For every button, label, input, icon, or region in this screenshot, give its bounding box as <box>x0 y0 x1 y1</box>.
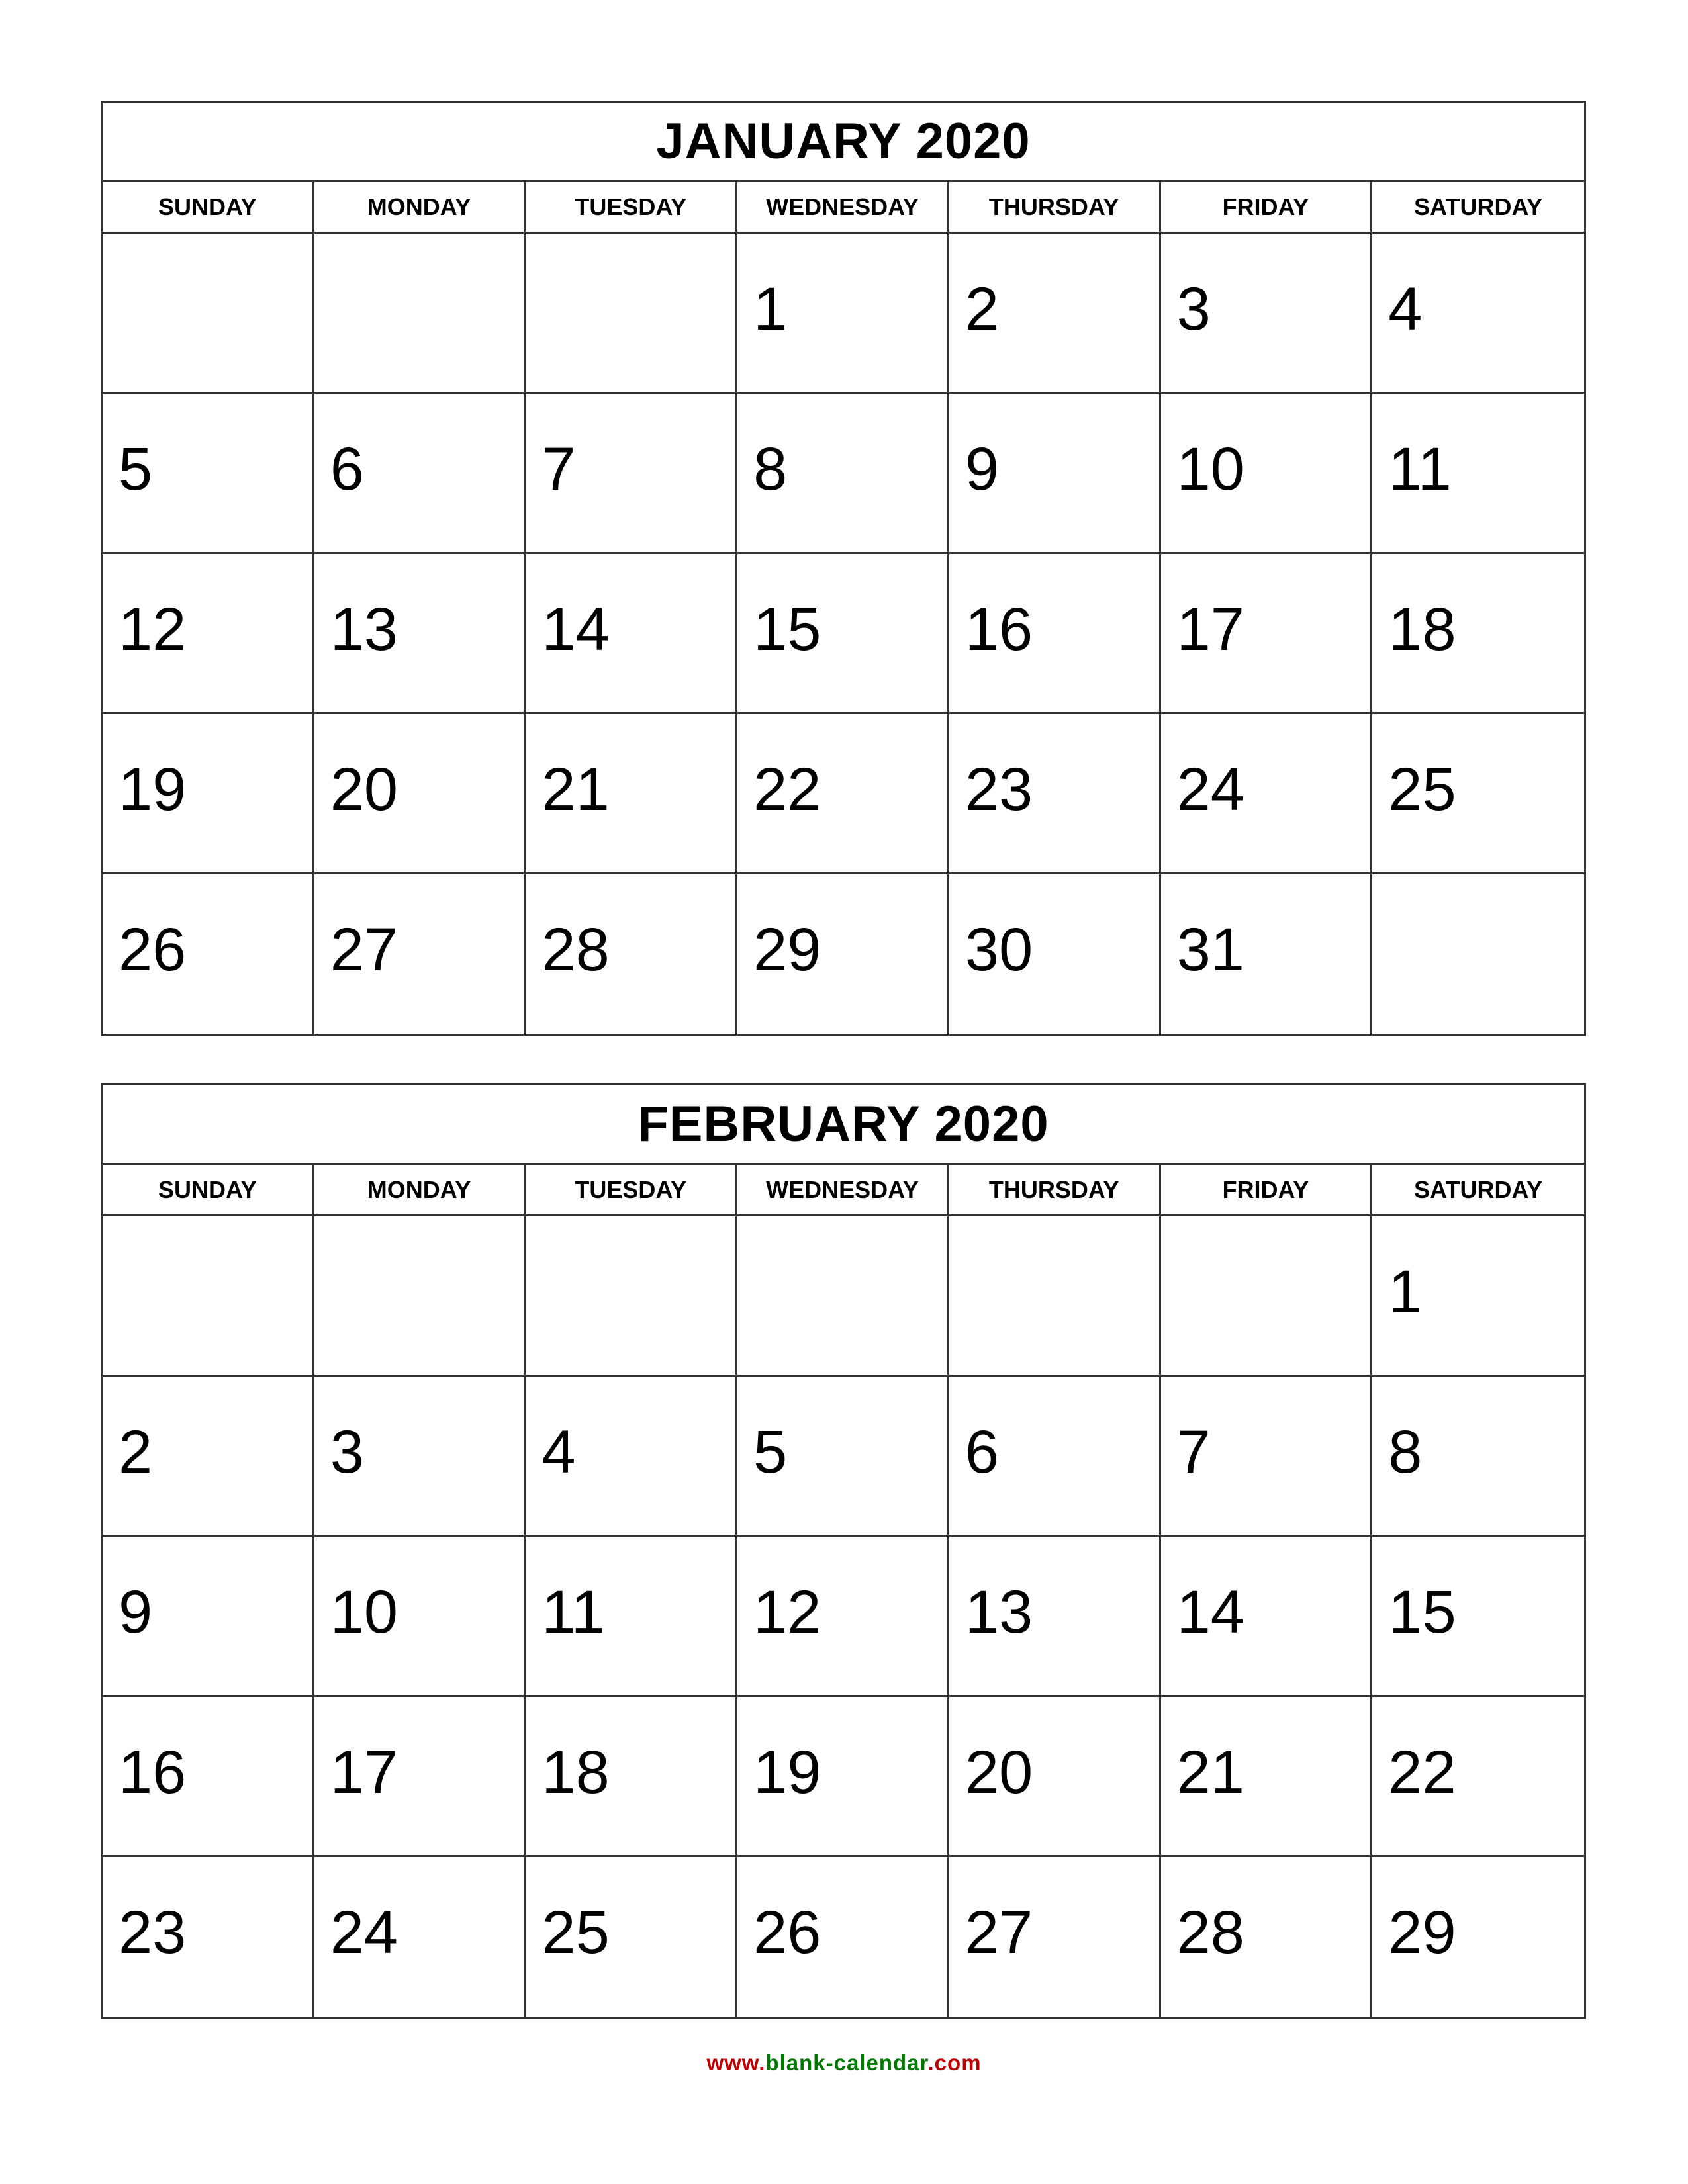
day-cell <box>314 554 526 714</box>
day-number: 25 <box>1388 756 1456 823</box>
day-cell <box>314 874 526 1034</box>
day-number: 11 <box>1388 435 1452 503</box>
day-cell <box>314 714 526 874</box>
weekday-header-tuesday: TUESDAY <box>526 1165 737 1216</box>
day-number: 23 <box>118 1899 187 1966</box>
day-number: 17 <box>1176 596 1244 663</box>
day-cell <box>526 1377 737 1537</box>
day-number: 8 <box>1388 1418 1423 1486</box>
day-cell <box>949 234 1161 394</box>
month-title: JANUARY 2020 <box>103 103 1584 182</box>
month-title: FEBRUARY 2020 <box>103 1085 1584 1165</box>
day-cell <box>1372 1857 1584 2017</box>
day-number: 28 <box>541 916 610 983</box>
day-cell <box>1372 1377 1584 1537</box>
day-number: 23 <box>964 756 1033 823</box>
day-cell <box>737 554 949 714</box>
day-cell <box>1161 1216 1373 1377</box>
day-cell <box>737 1377 949 1537</box>
day-cell <box>1372 714 1584 874</box>
day-cell <box>1161 874 1373 1034</box>
weekday-header-wednesday: WEDNESDAY <box>737 1165 949 1216</box>
day-number: 28 <box>1176 1899 1244 1966</box>
day-cell <box>314 1697 526 1857</box>
day-cell <box>1372 234 1584 394</box>
weekday-header-tuesday: TUESDAY <box>526 182 737 234</box>
day-cell <box>737 1857 949 2017</box>
day-number: 20 <box>330 756 399 823</box>
day-number: 17 <box>330 1739 399 1806</box>
day-number: 25 <box>541 1899 610 1966</box>
day-cell <box>737 394 949 554</box>
day-cell <box>103 1537 314 1697</box>
day-cell <box>103 714 314 874</box>
day-cell <box>949 1537 1161 1697</box>
footer-tld: .com <box>927 2050 982 2075</box>
day-cell <box>1161 1697 1373 1857</box>
day-number: 9 <box>964 435 1000 503</box>
weekday-header-monday: MONDAY <box>314 1165 526 1216</box>
day-number: 24 <box>330 1899 399 1966</box>
day-number: 12 <box>753 1578 821 1646</box>
day-cell <box>103 394 314 554</box>
month-grid <box>103 182 1584 1034</box>
day-number: 29 <box>1388 1899 1456 1966</box>
day-cell <box>737 234 949 394</box>
day-number: 19 <box>753 1739 821 1806</box>
day-number: 3 <box>330 1418 364 1486</box>
calendar-february <box>101 1083 1586 2019</box>
day-cell <box>1372 874 1584 1034</box>
day-number: 30 <box>964 916 1033 983</box>
day-number: 7 <box>1176 1418 1211 1486</box>
day-number: 27 <box>964 1899 1033 1966</box>
day-cell <box>1161 1377 1373 1537</box>
day-cell <box>314 1537 526 1697</box>
day-cell <box>526 1697 737 1857</box>
day-number: 16 <box>964 596 1033 663</box>
day-cell <box>737 714 949 874</box>
day-cell <box>1372 554 1584 714</box>
weekday-header-thursday: THURSDAY <box>949 182 1161 234</box>
footer-site-name: blank-calendar <box>765 2050 928 2075</box>
day-cell <box>1372 1697 1584 1857</box>
day-number: 24 <box>1176 756 1244 823</box>
day-cell <box>526 1537 737 1697</box>
weekday-header-friday: FRIDAY <box>1161 1165 1373 1216</box>
weekday-header-saturday: SATURDAY <box>1372 1165 1584 1216</box>
day-cell <box>949 1377 1161 1537</box>
day-number: 11 <box>541 1578 605 1646</box>
day-cell <box>314 394 526 554</box>
day-cell <box>1161 394 1373 554</box>
day-cell <box>314 234 526 394</box>
day-cell <box>103 874 314 1034</box>
day-cell <box>1161 234 1373 394</box>
day-number: 6 <box>964 1418 1000 1486</box>
day-number: 6 <box>330 435 364 503</box>
day-number: 12 <box>118 596 187 663</box>
weekday-header-friday: FRIDAY <box>1161 182 1373 234</box>
day-number: 1 <box>1388 1258 1423 1326</box>
day-number: 14 <box>1176 1578 1244 1646</box>
day-cell <box>949 394 1161 554</box>
day-number: 9 <box>118 1578 153 1646</box>
weekday-header-thursday: THURSDAY <box>949 1165 1161 1216</box>
footer-www: www. <box>706 2050 766 2075</box>
day-cell <box>949 554 1161 714</box>
month-grid <box>103 1165 1584 2017</box>
day-number: 31 <box>1176 916 1244 983</box>
day-cell <box>526 554 737 714</box>
day-cell <box>1372 1216 1584 1377</box>
day-cell <box>949 714 1161 874</box>
day-cell <box>526 714 737 874</box>
day-cell <box>314 1216 526 1377</box>
day-cell <box>949 1697 1161 1857</box>
day-number: 26 <box>753 1899 821 1966</box>
day-number: 15 <box>1388 1578 1456 1646</box>
day-number: 2 <box>964 275 1000 343</box>
day-number: 14 <box>541 596 610 663</box>
calendar-january <box>101 101 1586 1036</box>
day-number: 13 <box>330 596 399 663</box>
day-cell <box>1372 1537 1584 1697</box>
day-cell <box>526 234 737 394</box>
day-cell <box>103 1697 314 1857</box>
day-cell <box>103 554 314 714</box>
day-cell <box>103 234 314 394</box>
day-number: 18 <box>1388 596 1456 663</box>
day-number: 15 <box>753 596 821 663</box>
weekday-header-saturday: SATURDAY <box>1372 182 1584 234</box>
day-cell <box>1372 394 1584 554</box>
day-number: 4 <box>1388 275 1423 343</box>
day-cell <box>103 1377 314 1537</box>
day-number: 16 <box>118 1739 187 1806</box>
day-cell <box>314 1857 526 2017</box>
day-cell <box>737 1537 949 1697</box>
day-cell <box>737 1216 949 1377</box>
day-number: 4 <box>541 1418 576 1486</box>
day-number: 29 <box>753 916 821 983</box>
day-cell <box>949 874 1161 1034</box>
day-number: 2 <box>118 1418 153 1486</box>
day-number: 7 <box>541 435 576 503</box>
day-cell <box>526 1216 737 1377</box>
day-cell <box>526 874 737 1034</box>
day-number: 8 <box>753 435 788 503</box>
day-number: 18 <box>541 1739 610 1806</box>
day-cell <box>1161 714 1373 874</box>
day-number: 22 <box>753 756 821 823</box>
day-number: 21 <box>541 756 610 823</box>
weekday-header-sunday: SUNDAY <box>103 182 314 234</box>
day-number: 13 <box>964 1578 1033 1646</box>
day-number: 19 <box>118 756 187 823</box>
day-number: 3 <box>1176 275 1211 343</box>
day-number: 27 <box>330 916 399 983</box>
weekday-header-wednesday: WEDNESDAY <box>737 182 949 234</box>
day-cell <box>1161 1857 1373 2017</box>
day-number: 1 <box>753 275 788 343</box>
day-number: 10 <box>330 1578 399 1646</box>
day-number: 5 <box>118 435 153 503</box>
day-cell <box>526 394 737 554</box>
footer-website[interactable] <box>0 2050 1688 2075</box>
day-cell <box>1161 1537 1373 1697</box>
day-cell <box>949 1857 1161 2017</box>
day-number: 21 <box>1176 1739 1244 1806</box>
day-number: 22 <box>1388 1739 1456 1806</box>
day-cell <box>737 874 949 1034</box>
weekday-header-sunday: SUNDAY <box>103 1165 314 1216</box>
day-cell <box>526 1857 737 2017</box>
day-cell <box>103 1857 314 2017</box>
day-number: 26 <box>118 916 187 983</box>
day-number: 5 <box>753 1418 788 1486</box>
day-number: 20 <box>964 1739 1033 1806</box>
weekday-header-monday: MONDAY <box>314 182 526 234</box>
day-cell <box>103 1216 314 1377</box>
day-cell <box>1161 554 1373 714</box>
day-cell <box>949 1216 1161 1377</box>
day-cell <box>737 1697 949 1857</box>
day-number: 10 <box>1176 435 1244 503</box>
day-cell <box>314 1377 526 1537</box>
